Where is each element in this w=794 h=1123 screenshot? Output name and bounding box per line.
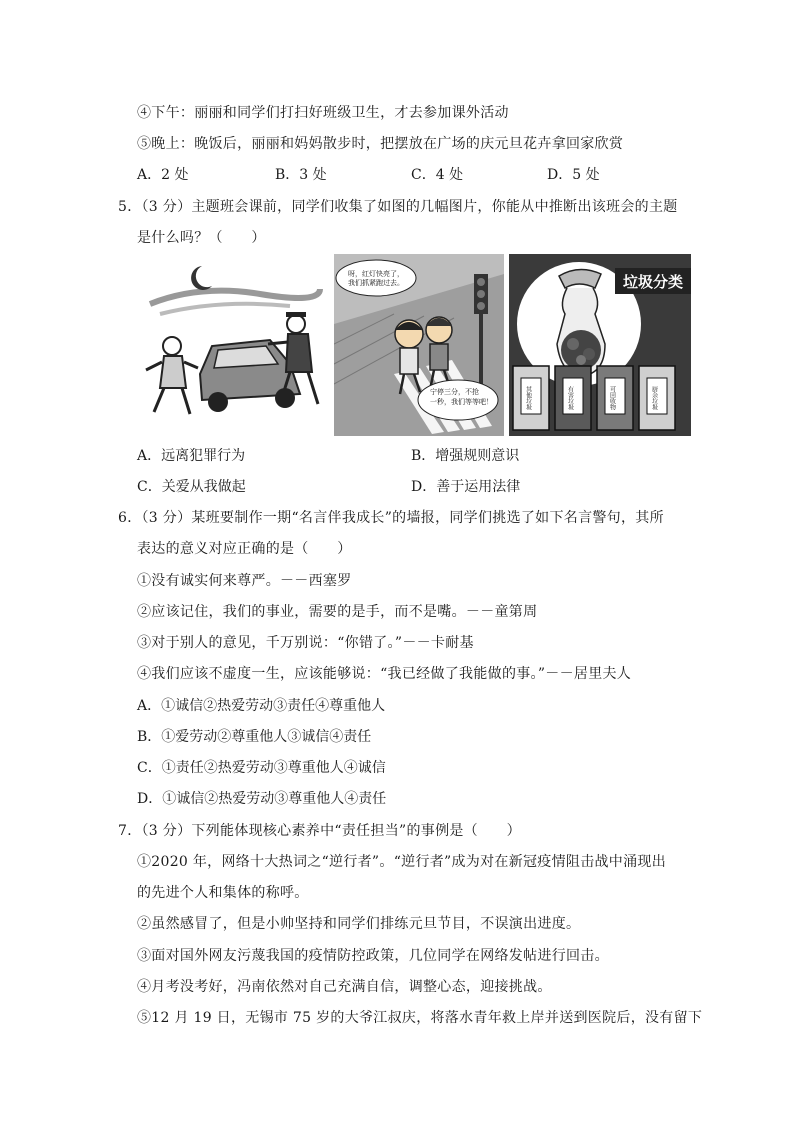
q4-option-c[interactable]: C．4 处 [411, 167, 464, 183]
bin-label-4: 厨余垃圾 [650, 386, 658, 410]
q4-item-5: ⑤晚上：晚饭后，丽丽和妈妈散步时，把摆放在广场的庆元旦花卉拿回家欣赏 [137, 136, 624, 152]
q5-image-garbage-sorting [509, 254, 691, 436]
q6-item-1: ①没有诚实何来尊严。－－西塞罗 [137, 573, 352, 589]
q6-option-b[interactable]: B．①爱劳动②尊重他人③诚信④责任 [137, 729, 372, 745]
q7-stem: 7．（3 分）下列能体现核心素养中“责任担当”的事例是（ ） [118, 823, 521, 839]
q6-option-a[interactable]: A．①诚信②热爱劳动③责任④尊重他人 [137, 698, 386, 714]
q7-item-1-line-2: 的先进个人和集体的称呼。 [137, 885, 309, 901]
q7-item-3: ③面对国外网友污蔑我国的疫情防控政策，几位同学在网络发帖进行回击。 [137, 948, 609, 964]
q6-stem-line-1: 6．（3 分）某班要制作一期“名言伴我成长”的墙报，同学们挑选了如下名言警句，其所 [118, 510, 664, 526]
bubble-1-line-2: 我们抓紧跑过去。 [348, 279, 404, 287]
q6-item-3: ③对于别人的意见，千万别说：“你错了。”－－卡耐基 [137, 635, 474, 651]
q5-option-d[interactable]: D．善于运用法律 [411, 479, 521, 495]
q6-item-4: ④我们应该不虚度一生，应该能够说：“我已经做了我能做的事。”－－居里夫人 [137, 666, 632, 682]
q5-image-crosswalk [334, 254, 504, 436]
bubble-2-line-1: 宁停三分，不抢 [430, 388, 479, 396]
q4-option-b[interactable]: B．3 处 [275, 167, 327, 183]
garbage-banner-text: 垃圾分类 [623, 273, 684, 291]
q4-option-d[interactable]: D．5 处 [547, 167, 600, 183]
q7-item-5: ⑤12 月 19 日，无锡市 75 岁的大爷江叔庆，将落水青年救上岸并送到医院后，没有留下 [137, 1010, 703, 1026]
q6-option-d[interactable]: D．①诚信②热爱劳动③尊重他人④责任 [137, 791, 387, 807]
q7-item-2: ②虽然感冒了，但是小帅坚持和同学们排练元旦节目，不误演出进度。 [137, 916, 581, 932]
q5-option-c[interactable]: C．关爱从我做起 [137, 479, 246, 495]
q4-option-a[interactable]: A．2 处 [137, 167, 189, 183]
q6-option-c[interactable]: C．①责任②热爱劳动③尊重他人④诚信 [137, 760, 386, 776]
q5-option-a[interactable]: A．远离犯罪行为 [137, 448, 246, 464]
q6-item-2: ②应该记住，我们的事业，需要的是手，而不是嘴。－－童第周 [137, 604, 538, 620]
bin-label-1: 其他垃圾 [524, 386, 532, 410]
bin-label-2: 有害垃圾 [566, 386, 574, 410]
q4-item-4: ④下午：丽丽和同学们打扫好班级卫生，才去参加课外活动 [137, 105, 509, 121]
q5-image-police-chase [140, 254, 326, 436]
bin-label-3: 可回收物 [608, 386, 616, 410]
q5-option-b[interactable]: B．增强规则意识 [411, 448, 520, 464]
q5-stem-line-1: 5．（3 分）主题班会课前，同学们收集了如图的几幅图片，你能从中推断出该班会的主题 [118, 199, 678, 215]
q5-stem-line-2: 是什么吗？（ ） [137, 230, 266, 246]
bubble-1-line-1: 呀，红灯快亮了， [348, 270, 404, 278]
q7-item-1-line-1: ①2020 年，网络十大热词之“逆行者”。“逆行者”成为对在新冠疫情阻击战中涌现出 [137, 854, 667, 870]
q7-item-4: ④月考没考好，冯南依然对自己充满自信，调整心态，迎接挑战。 [137, 979, 552, 995]
q6-stem-line-2: 表达的意义对应正确的是（ ） [137, 541, 352, 557]
bubble-2-line-2: 一秒，我们等等吧！ [430, 398, 493, 406]
